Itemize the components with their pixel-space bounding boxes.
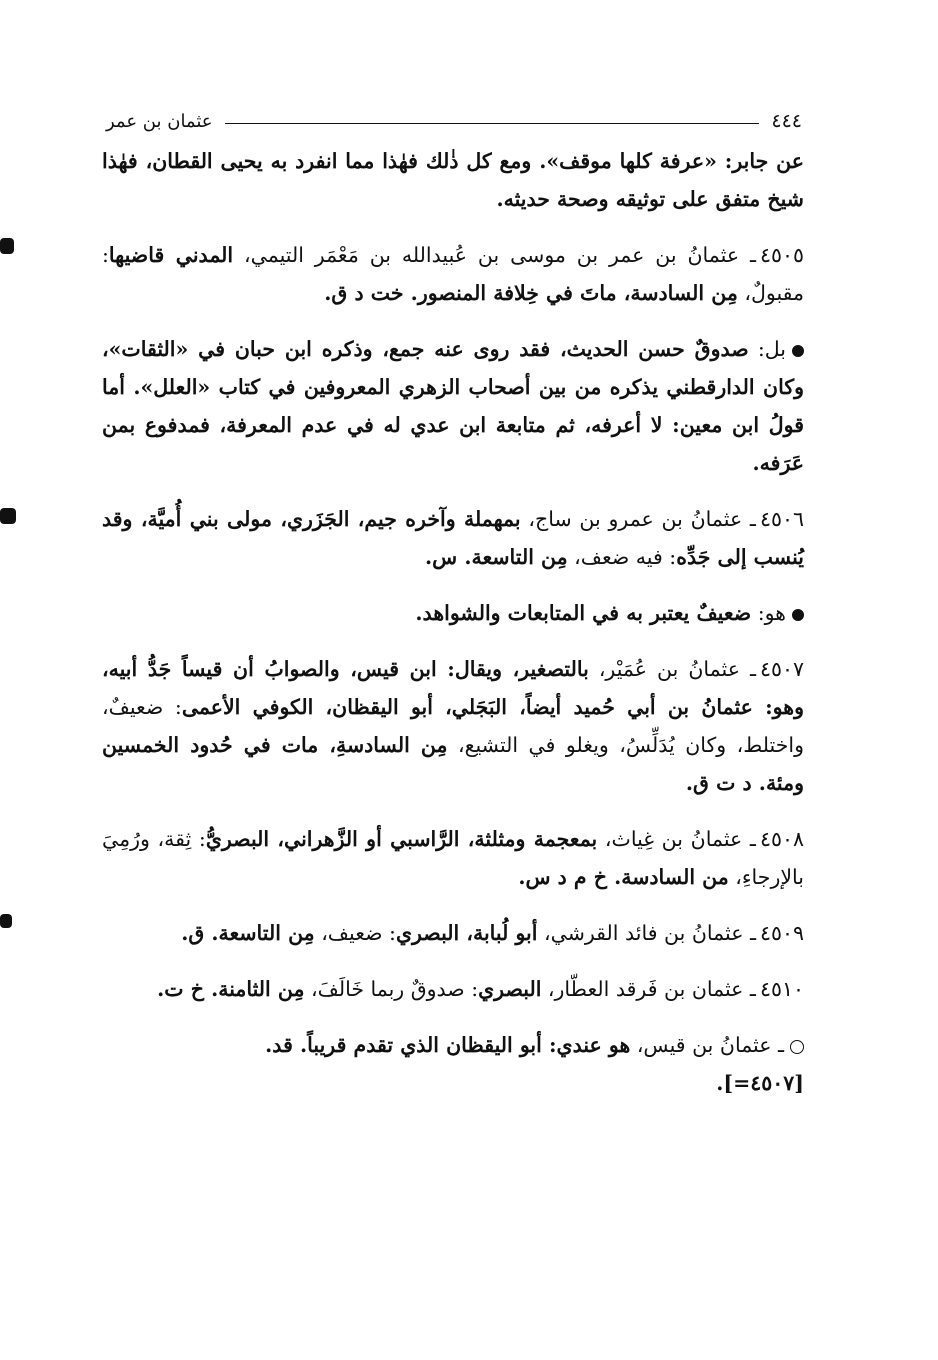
entry-name: ـ عثمانُ بن قيس،: [630, 1033, 784, 1057]
bullet-dot-icon: [792, 345, 804, 357]
entry-4507: [102, 650, 804, 802]
entry-name: ـ عثمانُ بن عُمَيْر،: [588, 657, 756, 681]
entry-tabaqa: مِن السادسة، ماتَ في خِلافة المنصور. خت د ق.: [324, 281, 738, 305]
entry-tabaqa: مِن التاسعة. س.: [425, 545, 568, 569]
comment-lead: بل:: [748, 337, 787, 361]
entry-name: ـ عثمانُ بن عمرو بن ساج،: [520, 507, 756, 531]
page-number: ٤٤٤: [771, 110, 802, 132]
entry-details: أبو لُبابة، البصري: [395, 921, 538, 945]
entry-name: ـ عثمان بن فَرقد العطّار،: [541, 977, 756, 1001]
margin-ink-mark: [0, 238, 14, 254]
entry-name: ـ عثمانُ بن غِياث،: [597, 827, 756, 851]
entry-number: ٤٥١٠: [759, 977, 804, 1001]
comment-text: صدوقٌ حسن الحديث، فقد روى عنه جمع، وذكره ابن حبان في «الثقات»، وكان الدارقطني يذكره من بين أصحاب الزهري المعروفين في كتاب «العلل». أما قولُ ابن معين: لا أعرفه، ثم متابعة ابن عدي له في عدم المعرفة، فمدفوع بمن عَرَفه.: [102, 337, 804, 475]
entry-grade: : ضعيفٌ، واختلط، وكان يُدَلِّسُ، ويغلو في التشيع،: [102, 695, 804, 757]
margin-ink-mark: [0, 914, 12, 928]
entry-grade: : فيه ضعف،: [567, 545, 677, 569]
entry-details: بمعجمة ومثلثة، الرَّاسبي أو الزَّهراني، البصريُّ: [205, 827, 598, 851]
page-body: [102, 142, 804, 1102]
entry-4505: [102, 236, 804, 312]
entry-grade: : ثِقة، ورُمِيَ بالإرجاءِ،: [102, 827, 804, 889]
entry-details: البصري: [478, 977, 542, 1001]
entry-details: بمهملة وآخره جيم، الجَزَري، مولى بني أُميَّة، وقد يُنسب إلى جَدِّه: [102, 507, 804, 569]
entry-name: ـ عثمانُ بن فائد القرشي،: [537, 921, 756, 945]
intro-paragraph: [102, 142, 804, 218]
circle-marker-icon: [790, 1040, 804, 1054]
entry-tabaqa: من السادسة. خ م د س.: [518, 865, 729, 889]
cross-reference-line: [102, 1064, 804, 1102]
entry-4508: [102, 820, 804, 896]
entry-tabaqa: مِن السادسةِ، مات في حُدود الخمسين ومئة. د ت ق.: [102, 733, 804, 795]
entry-details: هو عندي: أبو اليقظان الذي تقدم قريباً. قد.: [265, 1033, 631, 1057]
entry-4506: [102, 500, 804, 576]
entry-grade: : مقبولٌ،: [102, 243, 804, 305]
comment-4506: [102, 594, 804, 632]
comment-text: ضعيفٌ يعتبر به في المتابعات والشواهد.: [415, 601, 752, 625]
comment-lead: هو:: [751, 601, 786, 625]
entry-number: ٤٥٠٥: [759, 243, 804, 267]
entry-tabaqa: مِن التاسعة. ق.: [181, 921, 315, 945]
bullet-dot-icon: [792, 609, 804, 621]
page-header: [106, 106, 802, 136]
entry-grade: : صدوقٌ ربما خَالَفَ،: [304, 977, 479, 1001]
entry-number: ٤٥٠٦: [759, 507, 804, 531]
entry-number: ٤٥٠٧: [759, 657, 804, 681]
header-rule: [225, 123, 760, 124]
entry-cross-reference: [102, 1026, 804, 1064]
entry-grade: : ضعيف،: [314, 921, 396, 945]
cross-reference-number: .[=٤٥٠٧]: [716, 1071, 804, 1095]
intro-text: عن جابر: «عرفة كلها موقف». ومع كل ذٰلك فهٰذا مما انفرد به يحيى القطان، فهٰذا شيخ متفق على توثيقه وصحة حديثه.: [102, 149, 804, 211]
entry-details: المدني قاضيها: [108, 243, 234, 267]
entry-details: بالتصغير، ويقال: ابن قيس، والصوابُ أن قيساً جَدُّ أبيه، وهو: عثمانُ بن أبي حُميد أيضاً، البَجَلي، أبو اليقظان، الكوفي الأعمى: [102, 657, 804, 719]
comment-4505: [102, 330, 804, 482]
margin-ink-mark: [0, 508, 16, 524]
entry-4510: [102, 970, 804, 1008]
entry-4509: [102, 914, 804, 952]
running-title: عثمان بن عمر: [106, 110, 213, 132]
entry-tabaqa: مِن الثامنة. خ ت.: [157, 977, 305, 1001]
entry-name: ـ عثمانُ بن عمر بن موسى بن عُبيدالله بن مَعْمَر التيمي،: [233, 243, 756, 267]
entry-number: ٤٥٠٩: [759, 921, 804, 945]
entry-number: ٤٥٠٨: [759, 827, 804, 851]
